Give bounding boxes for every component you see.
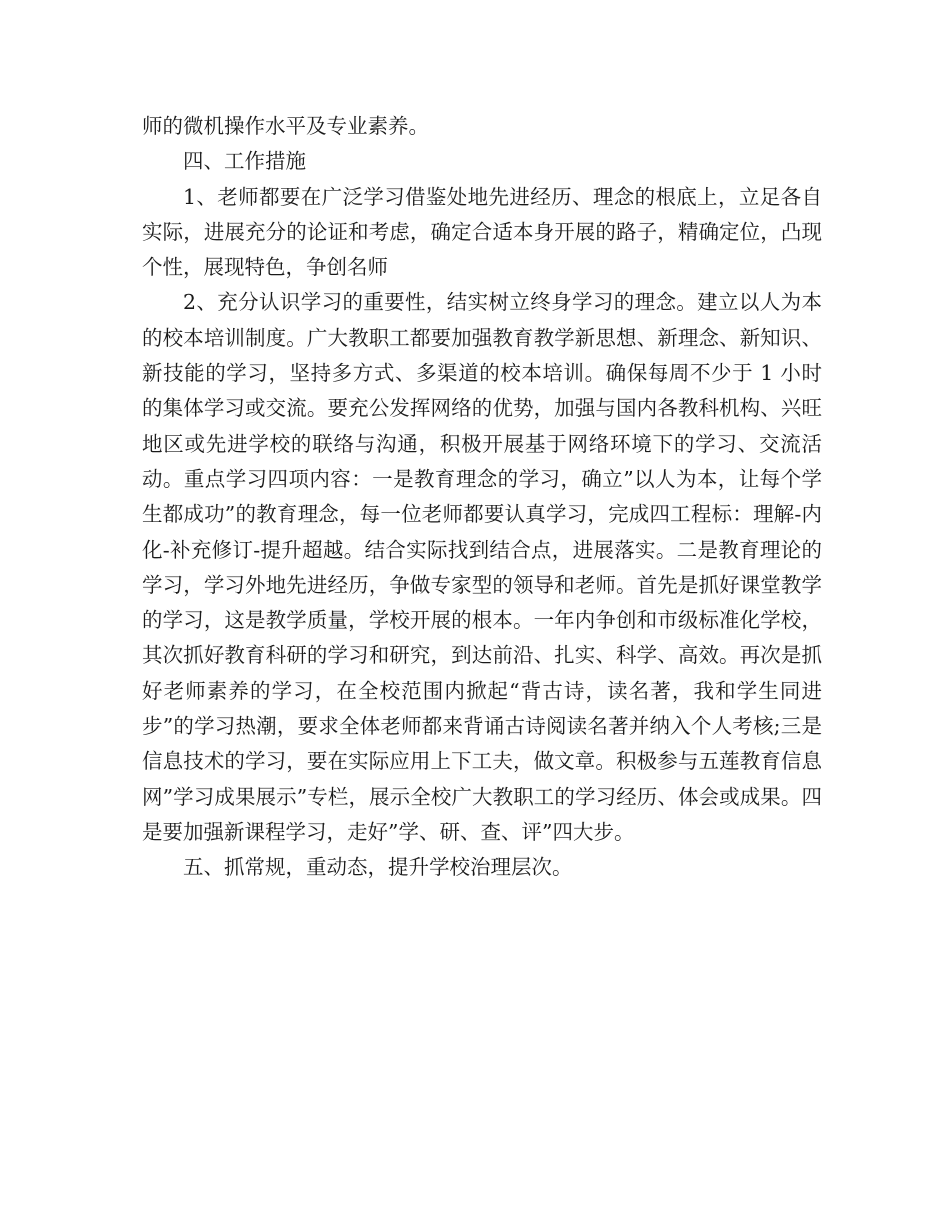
section-heading-measures: 四、工作措施 <box>183 149 306 174</box>
document-body <box>142 109 822 886</box>
paragraph-continuation: 师的微机操作水平及专业素养。 <box>142 114 429 138</box>
paragraph-item-2: 2、充分认识学习的重要性，结实树立终身学习的理念。建立以人为本的校本培训制度。广大教职工都要加强教育教学新思想、新理念、新知识、新技能的学习，坚持多方式、多渠道的校本培训。确保每周不少于 1 小时的集体学习或交流。要充公发挥网络的优势，加强与国内各教科机构、兴旺地区或先进学校的联络与沟通，积极开展基于网络环境下的学习、交流活动。重点学习四项内容：一是教育理念的学习，确立”以人为本，让每个学生都成功”的教育理念，每一位老师都要认真学习，完成四工程标：理解-内化-补充修订-提升超越。结合实际找到结合点，进展落实。二是教育理论的学习，学习外地先进经历，争做专家型的领导和老师。首先是抓好课堂教学的学习，这是教学质量，学校开展的根本。一年内争创和市级标准化学校，其次抓好教育科研的学习和研究，到达前沿、扎实、科学、高效。再次是抓好老师素养的学习，在全校范围内掀起“背古诗，读名著，我和学生同进步”的学习热潮，要求全体老师都来背诵古诗阅读名著并纳入个人考核;三是信息技术的学习，要在实际应用上下工夫，做文章。积极参与五莲教育信息网”学习成果展示”专栏，展示全校广大教职工的学习经历、体会或成果。四是要加强新课程学习，走好”学、研、查、评”四大步。 <box>142 290 822 844</box>
paragraph-item-1: 1、老师都要在广泛学习借鉴处地先进经历、理念的根底上，立足各自实际，进展充分的论证和考虑，确定合适本身开展的路子，精确定位，凸现个性，展现特色，争创名师 <box>142 184 822 280</box>
section-heading-routine: 五、抓常规，重动态，提升学校治理层次。 <box>183 855 573 880</box>
